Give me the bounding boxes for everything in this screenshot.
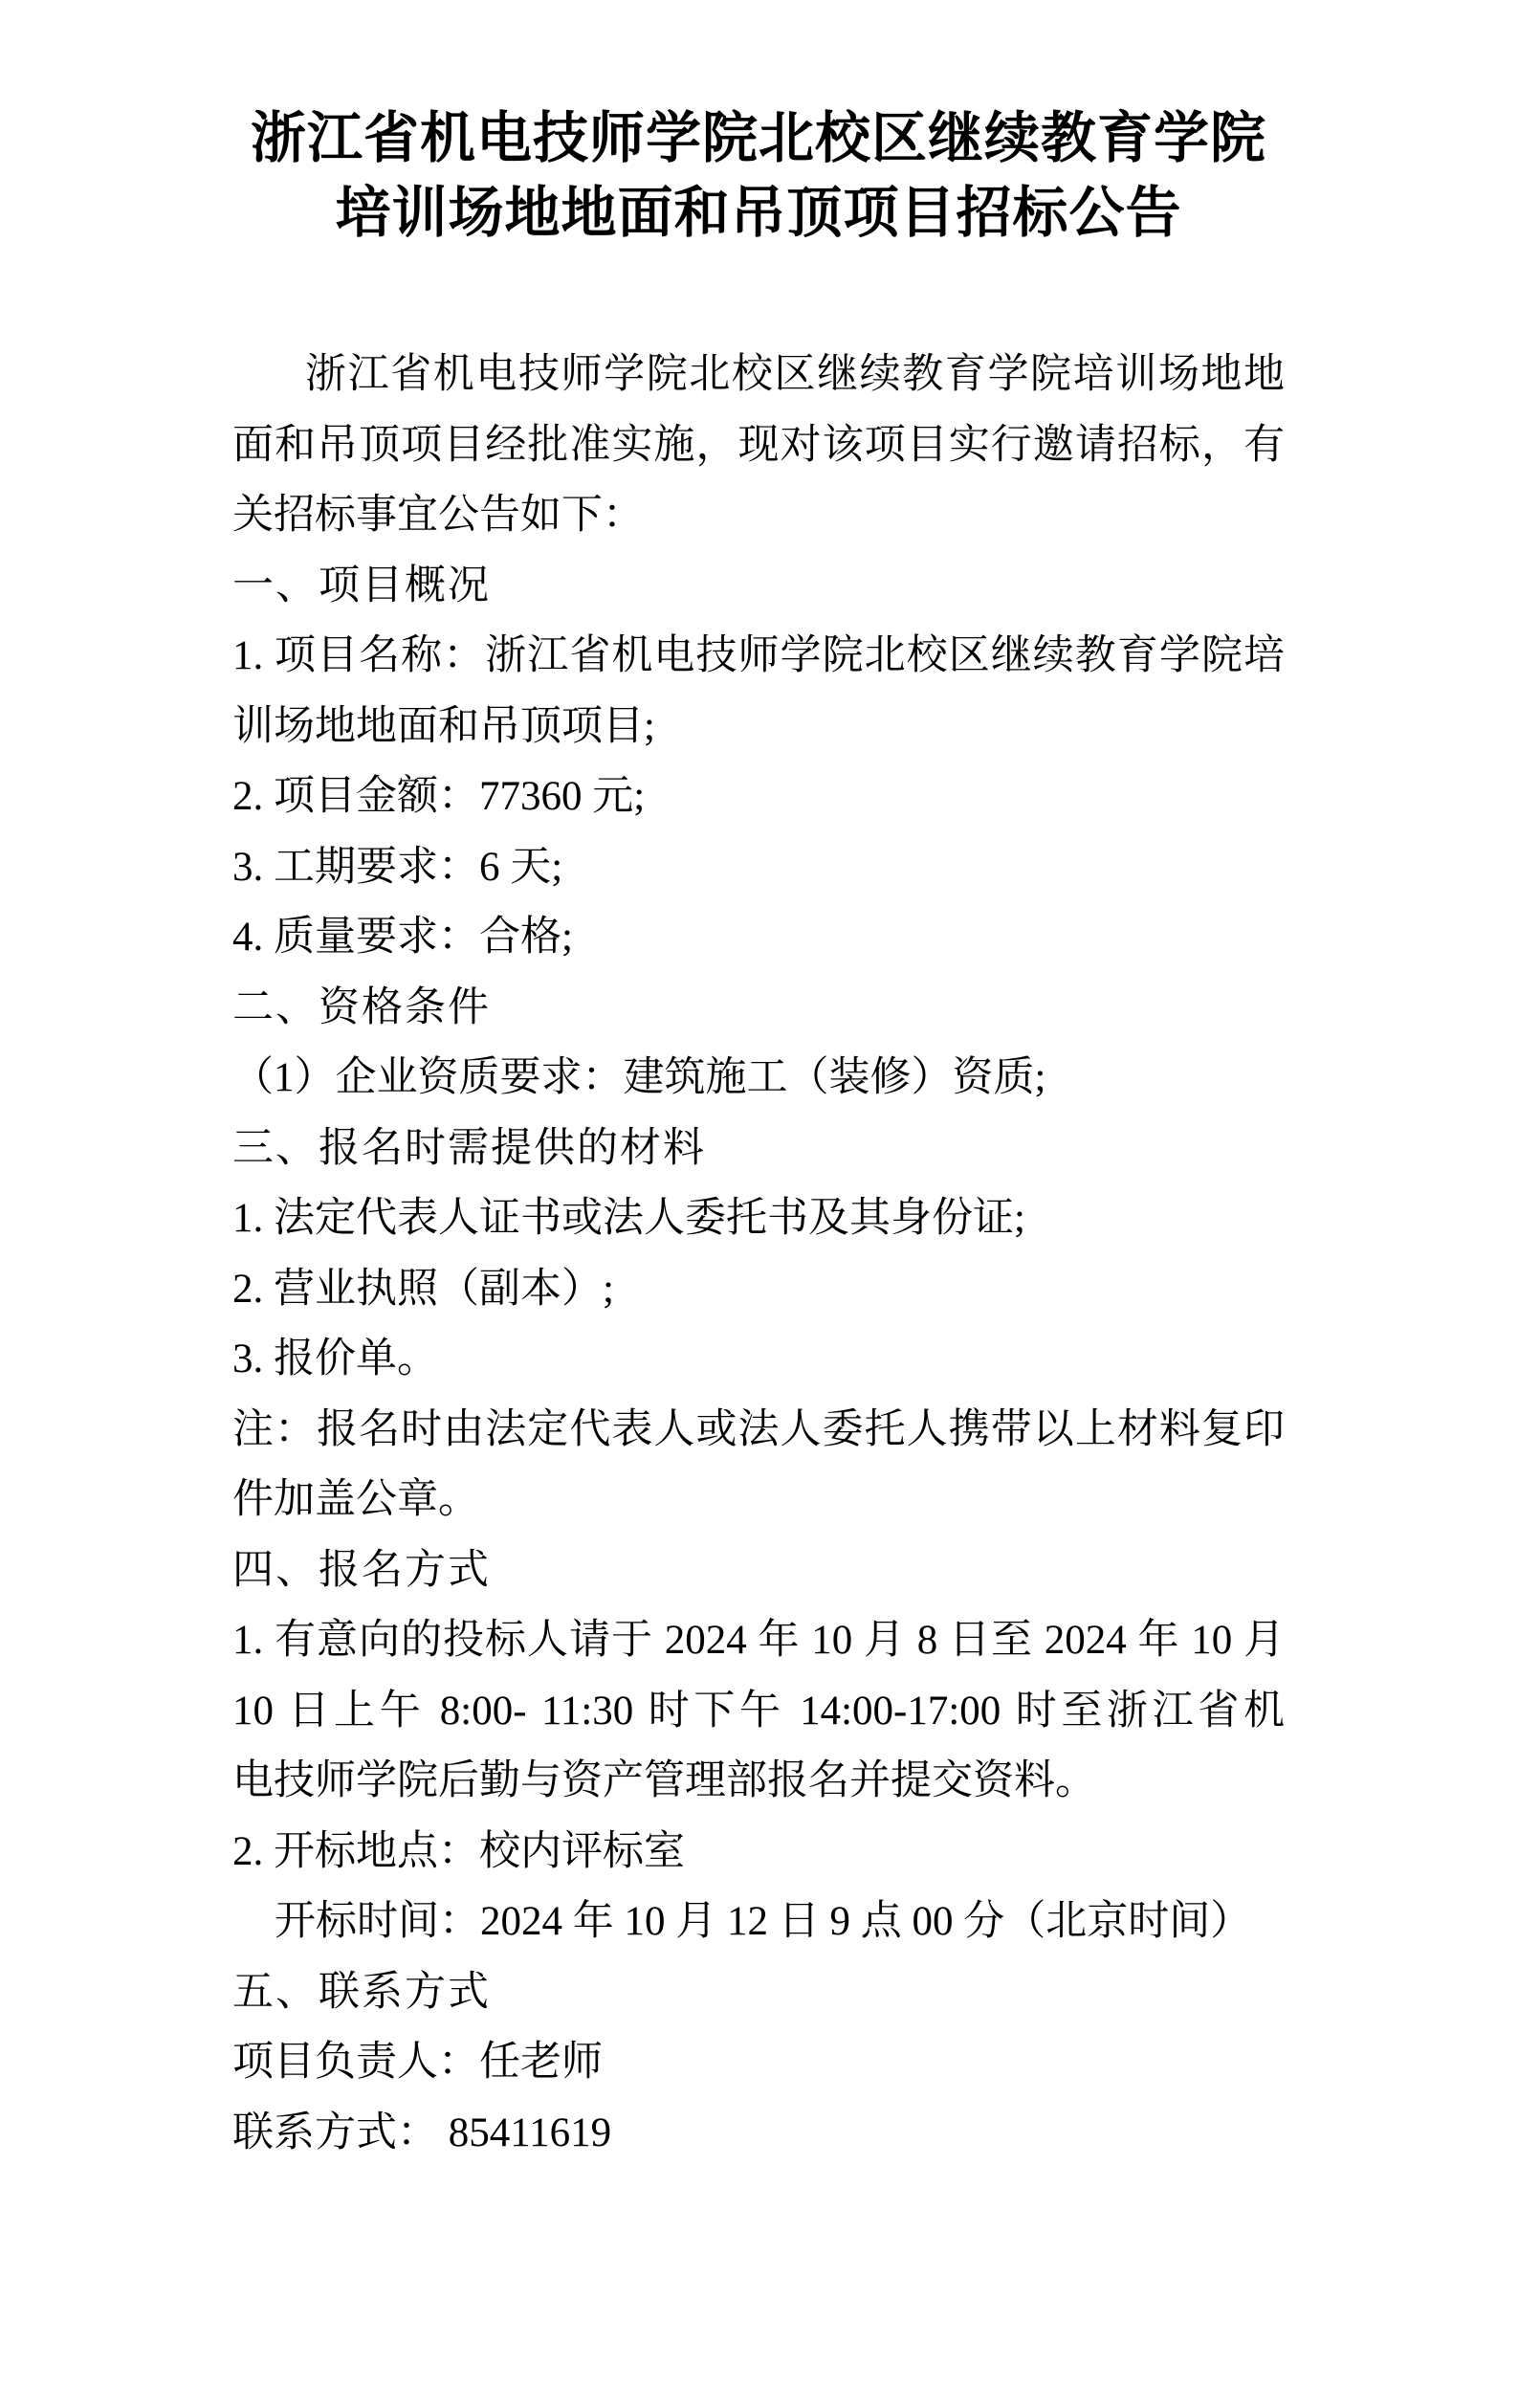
document-line: 三、报名时需提供的材料 [232,1125,706,1171]
document-line: 开标时间：2024 年 10 月 12 日 9 点 00 分（北京时间） [275,1899,1252,1944]
document-line: 联系方式： 85411619 [232,2110,612,2155]
document-line: 一、项目概况 [232,563,491,608]
document-line: 浙江省机电技师学院北校区继续教育学院培训场地地 [305,352,1285,397]
document-line: 1. 有意向的投标人请于 2024 年 10 月 8 日至 2024 年 10 月 [232,1618,1285,1663]
document-line: 3. 工期要求：6 天; [232,844,563,890]
document-line: 2. 开标地点：校内评标室 [232,1828,685,1874]
title-line: 培训场地地面和吊顶项目招标公告 [335,182,1182,244]
document-line: 2. 项目金额：77360 元; [232,774,646,819]
document-line: 3. 报价单。 [232,1337,438,1381]
document-line: 训场地地面和吊顶项目; [232,703,655,749]
document-line: 2. 营业执照（副本）; [232,1266,614,1312]
document-line: 1. 法定代表人证书或法人委托书及其身份证; [232,1196,1025,1241]
document-line: 注：报名时由法定代表人或法人委托人携带以上材料复印 [232,1406,1285,1452]
document-title [232,101,1285,251]
document-line: 1. 项目名称：浙江省机电技师学院北校区继续教育学院培 [232,633,1285,678]
document-line: 10 日上午 8:00- 11:30 时下午 14:00-17:00 时至浙江省机 [232,1688,1285,1734]
document-page [0,101,1518,2408]
title-line: 浙江省机电技师学院北校区继续教育学院 [250,107,1266,169]
document-line: 电技师学院后勤与资产管理部报名并提交资料。 [232,1758,1096,1803]
document-body [232,340,1285,2168]
document-line: 4. 质量要求：合格; [232,915,573,960]
document-line: 项目负责人：任老师 [232,2040,603,2085]
document-line: 关招标事宜公告如下： [232,493,644,538]
document-line: （1）企业资质要求：建筑施工（装修）资质; [232,1055,1046,1100]
document-line: 件加盖公章。 [232,1477,479,1522]
document-line: 二、资格条件 [232,984,491,1030]
page [0,101,1518,2408]
document-line: 四、报名方式 [232,1547,491,1593]
document-line: 面和吊顶项目经批准实施，现对该项目实行邀请招标，有 [232,422,1285,468]
document-line: 五、联系方式 [232,1969,491,2015]
